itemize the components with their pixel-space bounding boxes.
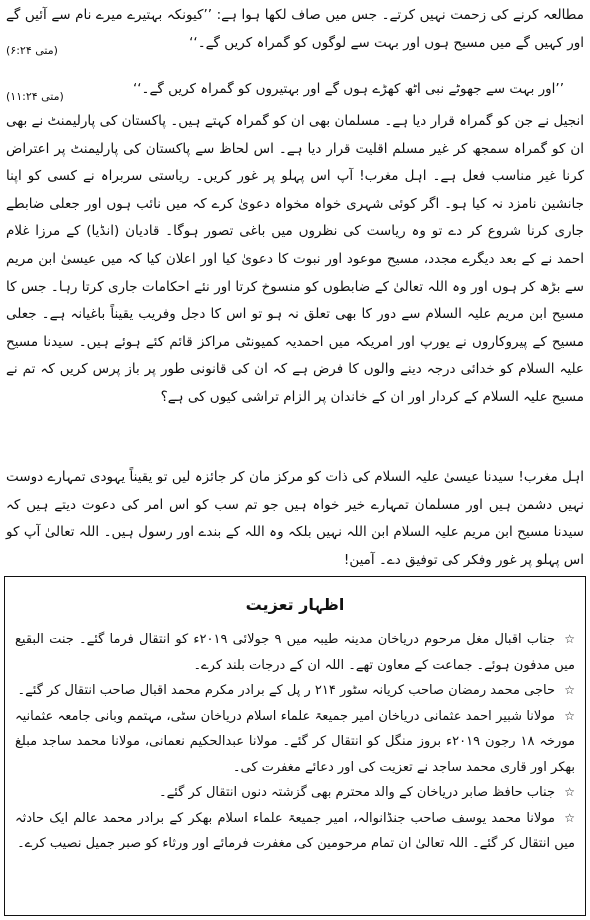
condolence-entry: ☆حاجی محمد رمضان صاحب کریانہ سٹور ۲۱۴ ر پل کے برادر مکرم محمد اقبال صاحب انتقال کر گئے۔ — [15, 678, 575, 704]
condolence-list — [15, 627, 575, 857]
intro-text: مطالعہ کرنے کی زحمت نہیں کرتے۔ جس میں صاف لکھا ہوا ہے: ’’کیونکہ بہتیرے میرے نام سے آئیں گے اور کہیں گے میں مسیح ہوں اور بہت سے لوگوں کو گمراہ کریں گے۔‘‘ — [6, 7, 584, 51]
bible-quote-2 — [6, 76, 584, 111]
intro-paragraph — [6, 2, 584, 64]
main-paragraph: انجیل نے جن کو گمراہ قرار دیا ہے۔ مسلمان بھی ان کو گمراہ کہتے ہیں۔ پاکستان کی پارلیمنٹ نے بھی ان کو گمراہ سمجھ کر غیر مسلم اقلیت قرار دیا ہے۔ اس لحاظ سے پاکستان کی پارلیمنٹ پر اعتراض کرنا غیر مناسب فعل ہے۔ اہل مغرب! آپ اس پہلو پر غور کریں۔ ریاستی سربراہ نے کسی کو اپنا جانشین نامزد نہ کیا ہو۔ اگر کوئی شہری خواہ مخواہ دعویٰ کرے کہ میں نائب ہوں اور جعلی ضابطے جاری کرنا شروع کر دے تو وہ ریاست کی نظروں میں باغی تصور ہوگا۔ قادیان (انڈیا) کے مرزا غلام احمد نے کے بعد دیگرے مجدد، مسیح موعود اور نبوت کا دعویٰ کیا اور اعلان کیا کہ میں عیسیٰ ابن مریم سے بڑھ کر ہوں اور وہ اللہ تعالیٰ کے ضابطوں کو منسوخ کرتا اور نئے احکامات جاری کرتا رہا۔ جس کا مسیح ابن مریم علیہ السلام سے دور کا بھی تعلق نہ ہو تو اس کا دجل وفریب یقیناً باغیانہ ہے۔ جعلی مسیح کے پیروکاروں نے یورپ اور امریکہ میں احمدیہ کمیونٹی مراکز قائم کئے ہوئے ہیں۔ سیدنا مسیح علیہ السلام کو خدائی درجہ دینے والوں کا فرض ہے کہ ان کی قانونی طور پر باز پرس کریں کہ تم نے مسیح علیہ السلام کے کردار اور ان کے خاندان پر الزام تراشی کیوں کی ہے؟ — [6, 113, 584, 405]
condolence-entry: ☆مولانا محمد یوسف صاحب جنڈانوالہ، امیر جمیعۃ علماء اسلام بھکر کے برادر محمد عالم ایک حادثہ میں انتقال کر گئے۔ اللہ تعالیٰ ان تمام مرحومین کی مغفرت فرمائے اور ورثاء کو صبر جمیل نصیب کرے۔ — [15, 806, 575, 857]
quote-text-2: ’’اور بہت سے جھوٹے نبی اٹھ کھڑے ہوں گے اور بہتیروں کو گمراہ کریں گے۔‘‘ — [132, 81, 564, 97]
condolence-title: اظہار تعزیت — [245, 595, 345, 614]
star-icon: ☆ — [564, 632, 575, 646]
condolence-entry: ☆جناب اقبال مغل مرحوم دریاخان مدینہ طیبہ میں ۹ جولائی ۲۰۱۹ء کو انتقال فرما گئے۔ جنت البقیع میں مدفون ہوئے۔ جماعت کے معاون تھے۔ اللہ ان کے درجات بلند کرے۔ — [15, 627, 575, 678]
star-icon: ☆ — [564, 810, 575, 825]
closing-paragraph: اہل مغرب! سیدنا عیسیٰ علیہ السلام کی ذات کو مرکز مان کر جائزہ لیں تو یقیناً یہودی تمہارے دوست نہیں دشمن ہیں اور مسلمان تمہارے خیر خواہ ہیں جو تم سب کو اس امر کی دعوت دیتے ہیں کہ سیدنا مسیح ابن مریم علیہ السلام ابن اللہ نہیں بلکہ وہ اللہ کے بندے اور رسول ہیں۔ اللہ تعالیٰ آپ کو اس پہلو پر غور وفکر کی توفیق دے۔ آمین! — [6, 469, 584, 568]
star-icon: ☆ — [564, 785, 575, 799]
bible-reference-1: (متی ۶:۲۴) — [6, 43, 58, 57]
condolence-entry: ☆جناب حافظ صابر دریاخان کے والد محترم بھی گزشتہ دنوں انتقال کر گئے۔ — [15, 780, 575, 806]
star-icon: ☆ — [564, 683, 575, 697]
condolence-box — [4, 576, 586, 916]
condolence-entry: ☆مولانا شبیر احمد عثمانی دریاخان امیر جمیعۃ علماء اسلام دریاخان سٹی، مہتمم وبانی جامعہ عثمانیہ مورخہ ۱۸ رجون ۲۰۱۹ء بروز منگل کو انتقال کر گئے۔ مولانا عبدالحکیم نعمانی، مولانا محمد ساجد مبلغ بھکر اور قاری محمد ساجد نے تعزیت کی اور دعائے مغفرت کی۔ — [15, 704, 575, 781]
bible-reference-2: (متی ۱۱:۲۴) — [6, 90, 64, 103]
star-icon: ☆ — [564, 708, 575, 723]
